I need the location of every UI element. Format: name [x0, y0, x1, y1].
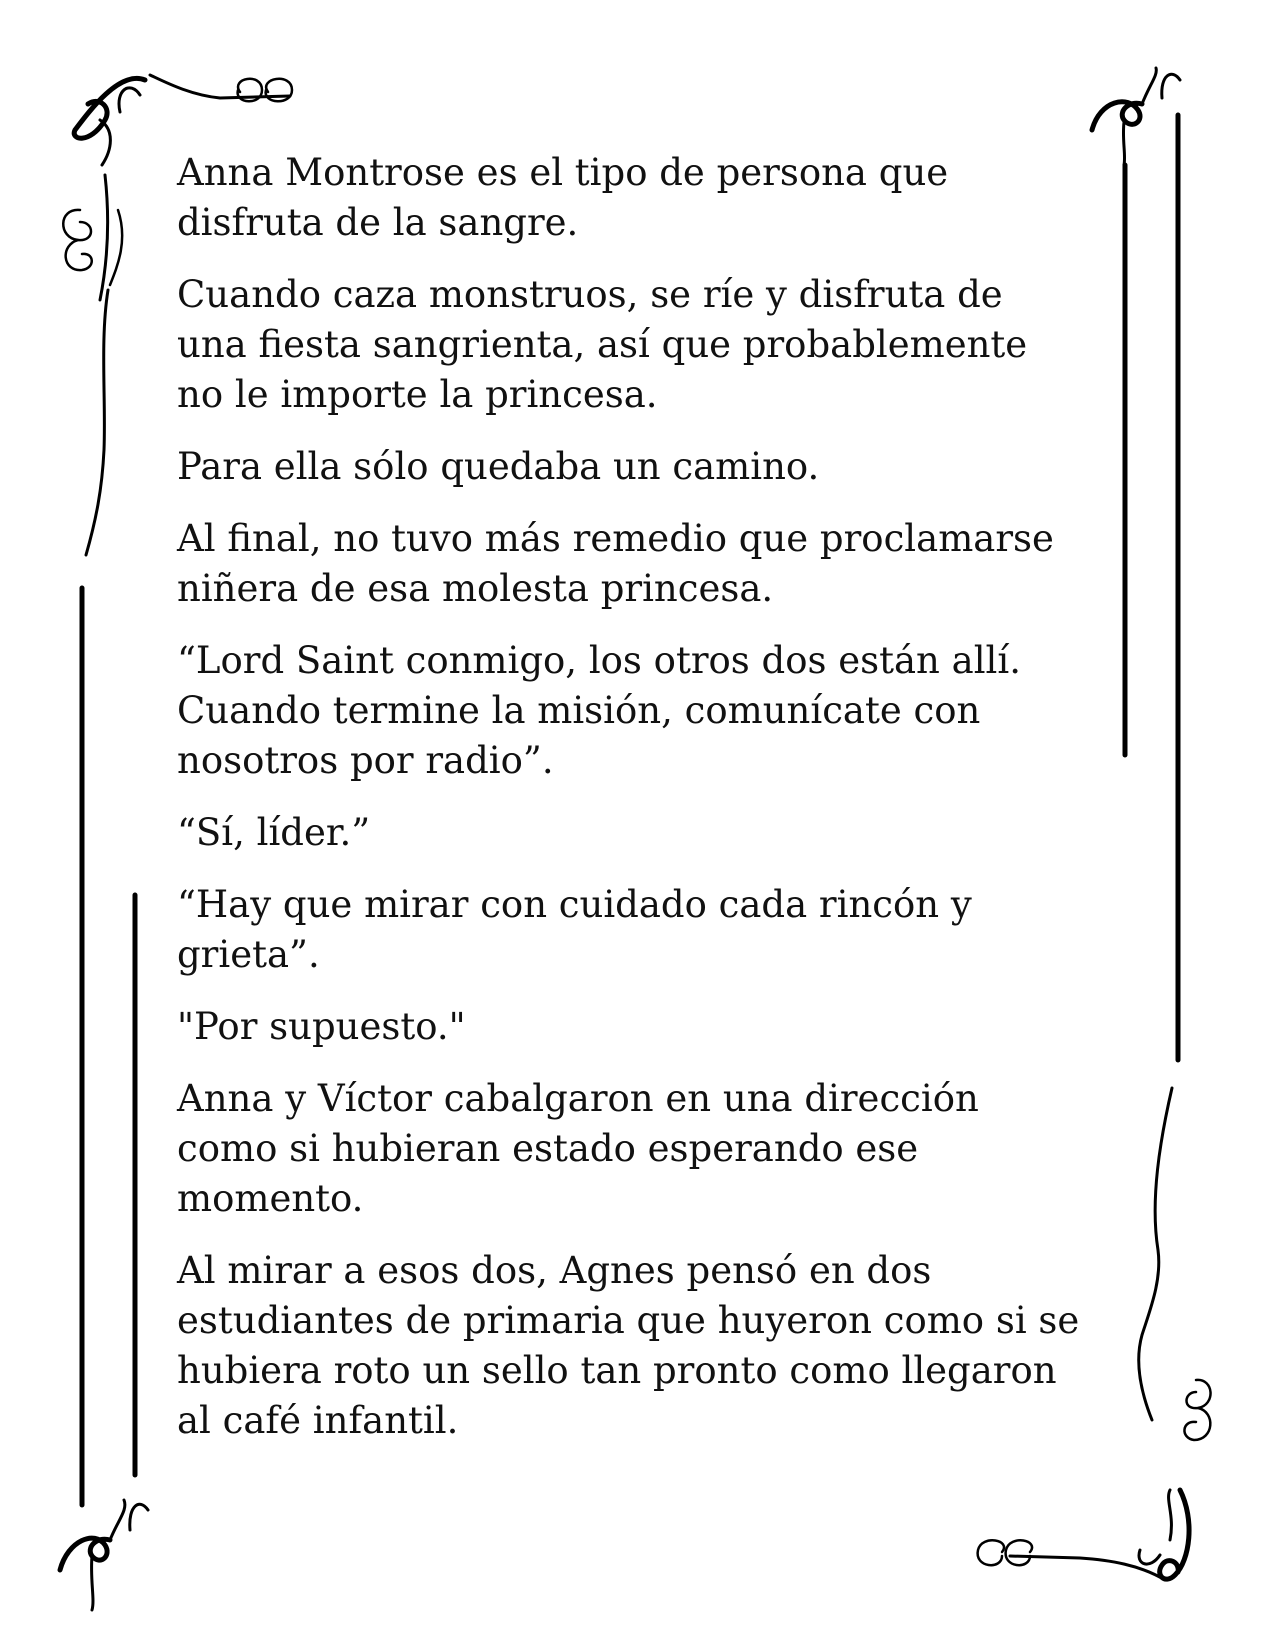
dialogue-paragraph: “Lord Saint conmigo, los otros dos están allí. Cuando termine la misión, comunícate con nosotros por radio”. — [177, 639, 1021, 782]
paragraph: Cuando caza monstruos, se ríe y disfruta de una fiesta sangrienta, así que probablemente no le importe la princesa. — [177, 273, 1028, 416]
dialogue-paragraph: “Hay que mirar con cuidado cada rincón y grieta”. — [177, 883, 972, 976]
paragraph: Anna y Víctor cabalgaron en una dirección como si hubieran estado esperando ese momento. — [177, 1077, 979, 1220]
bottom-left-flourish — [60, 1500, 148, 1610]
dialogue-paragraph: “Sí, líder.” — [177, 811, 371, 854]
paragraph: Al final, no tuvo más remedio que proclamarse niñera de esa molesta princesa. — [177, 517, 1054, 610]
paragraph: Al mirar a esos dos, Agnes pensó en dos estudiantes de primaria que huyeron como si se hubiera roto un sello tan pronto como llegaron al café infantil. — [177, 1249, 1080, 1442]
paragraph: Anna Montrose es el tipo de persona que disfruta de la sangre. — [177, 151, 949, 244]
paragraph: Para ella sólo quedaba un camino. — [177, 445, 820, 488]
dialogue-paragraph: "Por supuesto." — [177, 1005, 466, 1048]
story-text — [177, 148, 1107, 1468]
